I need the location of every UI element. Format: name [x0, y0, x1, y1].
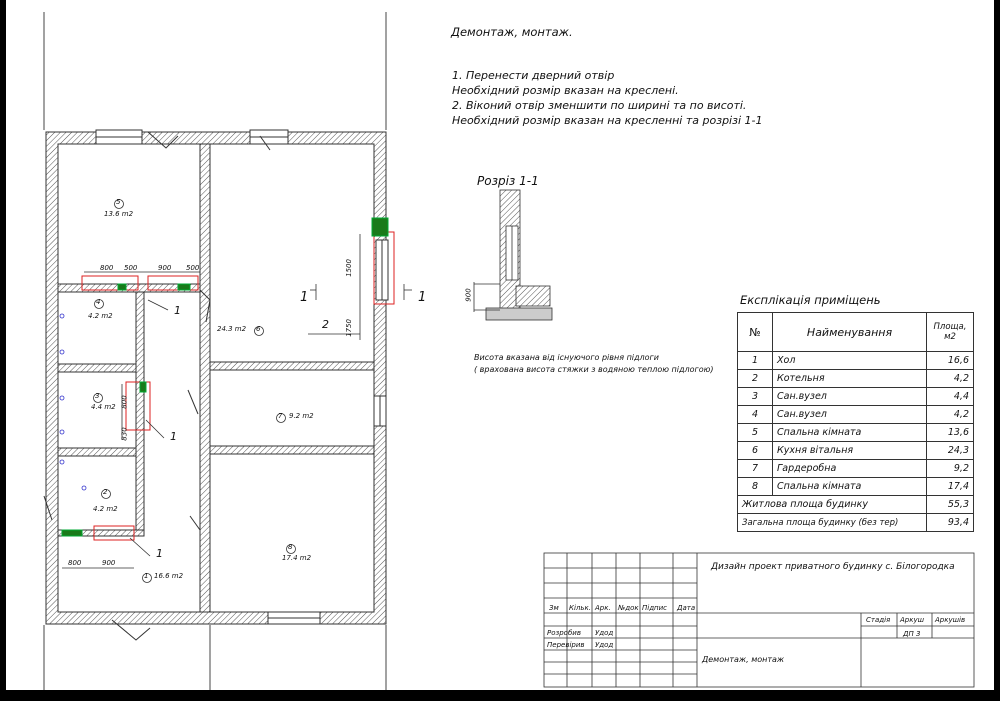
dimension-value: 500: [186, 264, 200, 272]
walls: [46, 132, 386, 624]
section-caption: Висота вказана від існуючого рівня підлоги: [474, 353, 659, 362]
stamp-col: Зм: [549, 604, 559, 612]
checked-label: Перевірив: [547, 641, 585, 649]
col-num: №: [738, 313, 773, 352]
section-dim: 900: [464, 288, 473, 302]
living-area-row: Житлова площа будинку 55,3: [738, 496, 974, 514]
explication-title: Експлікація приміщень: [740, 293, 881, 307]
developed-label: Розробив: [547, 629, 581, 637]
checked-by: Удод: [595, 641, 614, 649]
table-row: 6 Кухня вітальня 24,3: [738, 442, 974, 460]
dimension-value: 1750: [344, 319, 353, 337]
col-area: Площа, м2: [927, 313, 974, 352]
stamp-col: №док: [618, 604, 639, 612]
table-row: 8 Спальна кімната 17,4: [738, 478, 974, 496]
developed-by: Удод: [595, 629, 614, 637]
room-number: 7: [278, 412, 283, 420]
dimension-value: 900: [102, 559, 116, 567]
plumbing-fixtures: [60, 314, 86, 490]
stamp-col: Кільк.: [569, 604, 591, 612]
project-name: Дизайн проект приватного будинку с. Білогородка: [711, 562, 955, 572]
section-marker: 1: [418, 290, 427, 305]
sheet-code: ДП 3: [903, 630, 921, 638]
table-row: 3 Сан.вузел 4,4: [738, 388, 974, 406]
section-marker: 1: [300, 290, 309, 305]
table-row: 5 Спальна кімната 13,6: [738, 424, 974, 442]
sheet-title: Демонтаж, монтаж: [702, 655, 785, 664]
note-line: Необхідний розмір вказан на кресленi.: [452, 84, 679, 97]
stamp-col: Підпис: [642, 604, 668, 612]
site-lines: [44, 12, 386, 690]
room-area: 17.4 m2: [282, 554, 312, 562]
dimension-value: 500: [124, 264, 138, 272]
dimension-value: 800: [100, 264, 114, 272]
dimension-value: 800: [120, 395, 129, 409]
room-area: 24.3 m2: [217, 325, 247, 333]
room-number: 3: [95, 392, 100, 400]
room-number: 6: [256, 325, 261, 333]
room-number: 1: [144, 572, 149, 580]
dimension-value: 800: [68, 559, 82, 567]
explication-table: [737, 312, 974, 532]
room-area: 4.2 m2: [88, 312, 113, 320]
section-title: Розріз 1-1: [477, 174, 539, 188]
demolition-marks: [82, 232, 394, 540]
callout-label: 1: [174, 304, 181, 317]
sheet-label: Аркуш: [900, 616, 925, 624]
dimension-value: 830: [120, 427, 129, 441]
col-name: Найменування: [773, 313, 927, 352]
section-1-1: [474, 190, 552, 320]
room-markers: [94, 200, 296, 583]
room-area: 13.6 m2: [104, 210, 134, 218]
table-row: 1 Хол 16,6: [738, 352, 974, 370]
sheets-label: Аркушів: [935, 616, 966, 624]
table-row: 2 Котельня 4,2: [738, 370, 974, 388]
section-caption: ( врахована висота стяжки з водяною теплою підлогою): [474, 365, 714, 374]
room-number: 5: [116, 198, 121, 206]
room-number: 8: [288, 543, 293, 551]
callout-label: 1: [156, 547, 163, 560]
room-area: 4.2 m2: [93, 505, 118, 513]
stamp-col: Арк.: [595, 604, 611, 612]
room-area: 4.4 m2: [91, 403, 116, 411]
dimension-value: 900: [158, 264, 172, 272]
table-row: 7 Гардеробна 9,2: [738, 460, 974, 478]
stage-label: Стадія: [866, 616, 891, 624]
dimension-value: 1500: [344, 259, 353, 277]
total-area-row: Загальна площа будинку (без тер) 93,4: [738, 514, 974, 532]
callout-label: 2: [322, 318, 329, 331]
page-title: Демонтаж, монтаж.: [451, 25, 573, 39]
room-area: 9.2 m2: [289, 412, 314, 420]
table-row: 4 Сан.вузел 4,2: [738, 406, 974, 424]
note-line: 2. Віконий отвір зменшити по ширині та по висоті.: [452, 99, 747, 112]
note-line: 1. Перенести дверний отвір: [452, 69, 615, 82]
room-number: 2: [103, 488, 108, 496]
stamp-col: Дата: [677, 604, 696, 612]
room-number: 4: [96, 298, 101, 306]
room-area: 16.6 m2: [154, 572, 184, 580]
callout-label: 1: [170, 430, 177, 443]
note-line: Необхідний розмір вказан на кресленні та розрізі 1-1: [452, 114, 763, 127]
